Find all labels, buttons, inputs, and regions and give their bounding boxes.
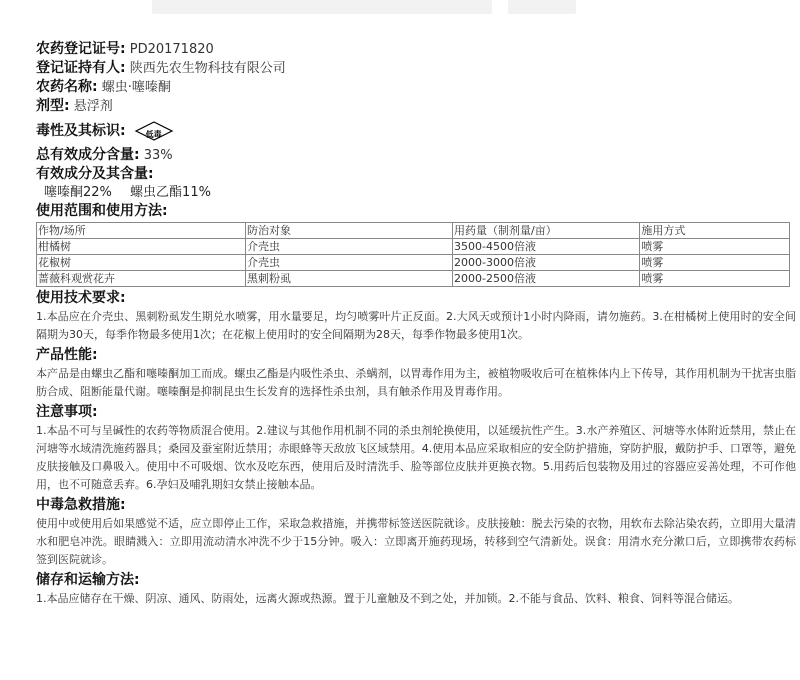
storage-text: 1.本品应储存在干燥、阴凉、通风、防雨处，远离火源或热源。置于儿童触及不到之处，并加锁。2.不能与食品、饮料、粮食、饲料等混合储运。 — [36, 592, 739, 605]
ingredients-list — [36, 184, 800, 202]
first-aid-heading: 中毒急救措施: — [36, 497, 126, 513]
header-cell-target: 防治对象 — [246, 223, 453, 239]
storage-heading: 储存和运输方法: — [36, 572, 140, 588]
table-cell: 3500-4500倍液 — [452, 239, 639, 255]
header-cell-crop: 作物/场所 — [37, 223, 246, 239]
table-cell: 柑橘树 — [37, 239, 246, 255]
total-content-row — [36, 146, 800, 165]
product-performance-heading: 产品性能: — [36, 347, 98, 363]
table-header-row — [37, 223, 790, 239]
ingredient-item: 螺虫乙酯11% — [130, 185, 211, 200]
holder-label: 登记证持有人: — [36, 60, 126, 76]
table-cell: 蔷薇科观赏花卉 — [37, 271, 246, 287]
table-cell: 喷雾 — [640, 255, 790, 271]
pesticide-name-row — [36, 78, 800, 97]
low-toxicity-diamond-icon — [134, 121, 174, 141]
toxicity-label: 毒性及其标识: — [36, 122, 126, 139]
table-cell: 喷雾 — [640, 239, 790, 255]
top-toolbar — [0, 0, 800, 28]
ingredient-item: 噻嗪酮22% — [44, 185, 112, 200]
table-cell: 2000-2500倍液 — [452, 271, 639, 287]
search-input[interactable] — [152, 0, 492, 14]
technical-requirements-text: 1.本品应在介壳虫、黑刺粉虱发生期兑水喷雾，用水量要足，均匀喷雾叶片正反面。2.大风天或预计1小时内降雨，请勿施药。3.在柑橘树上使用时的安全间隔期为30天，每季作物最多使用1次；在花椒上使用时的安全间隔期为28天，每季作物最多使用1次。 — [36, 310, 796, 341]
header-cell-dosage: 用药量（制剂量/亩） — [452, 223, 639, 239]
table-cell: 喷雾 — [640, 271, 790, 287]
holder-row — [36, 59, 800, 78]
ingredients-heading-row — [36, 165, 800, 184]
search-button[interactable] — [508, 0, 576, 14]
usage-heading-row — [36, 202, 800, 221]
table-cell: 花椒树 — [37, 255, 246, 271]
precautions-heading: 注意事项: — [36, 404, 98, 420]
ingredients-label: 有效成分及其含量: — [36, 166, 154, 182]
table-cell: 黑刺粉虱 — [246, 271, 453, 287]
pesticide-label-document — [36, 40, 800, 608]
usage-label: 使用范围和使用方法: — [36, 203, 168, 219]
table-row — [37, 255, 790, 271]
pesticide-name-value: 螺虫·噻嗪酮 — [101, 80, 171, 95]
formulation-label: 剂型: — [36, 98, 70, 114]
toxicity-row — [36, 116, 800, 146]
formulation-value: 悬浮剂 — [73, 99, 113, 114]
precautions-text: 1.本品不可与呈碱性的农药等物质混合使用。2.建议与其他作用机制不同的杀虫剂轮换使用，以延缓抗性产生。3.水产养殖区、河塘等水体附近禁用，禁止在河塘等水域清洗施药器具；桑园及蚕室附近禁用；赤眼蜂等天敌放飞区域禁用。4.使用本品应采取相应的安全防护措施，穿防护服，戴防护手、口罩等，避免皮肤接触及口鼻吸入。使用中不可吸烟、饮水及吃东西，使用后及时清洗手、脸等部位皮肤并更换衣物。5.用药后包装物及用过的容器应妥善处理，不可作他用，也不可随意丢弃。6.孕妇及哺乳期妇女禁止接触本品。 — [36, 424, 796, 491]
table-row — [37, 239, 790, 255]
pesticide-name-label: 农药名称: — [36, 79, 98, 95]
first-aid-text: 使用中或使用后如果感觉不适，应立即停止工作，采取急救措施，并携带标签送医院就诊。皮肤接触：脱去污染的衣物，用软布去除沾染农药，立即用大量清水和肥皂冲洗。眼睛溅入：立即用流动清水冲洗不少于15分钟。吸入：立即离开施药现场，转移到空气清新处。误食：用清水充分漱口后，立即携带农药标签到医院就诊。 — [36, 517, 796, 566]
registration-number-label: 农药登记证号: — [36, 41, 126, 57]
table-cell: 介壳虫 — [246, 239, 453, 255]
technical-requirements-heading: 使用技术要求: — [36, 290, 126, 306]
toxicity-badge-text: 低毒 — [145, 129, 162, 139]
total-content-label: 总有效成分含量: — [36, 147, 140, 163]
usage-table — [36, 222, 790, 287]
header-cell-method: 施用方式 — [640, 223, 790, 239]
total-content-value: 33% — [143, 148, 173, 163]
table-cell: 介壳虫 — [246, 255, 453, 271]
formulation-row — [36, 97, 800, 116]
registration-number-row — [36, 40, 800, 59]
table-row — [37, 271, 790, 287]
product-performance-text: 本产品是由螺虫乙酯和噻嗪酮加工而成。螺虫乙酯是内吸性杀虫、杀螨剂，以胃毒作用为主，被植物吸收后可在植株体内上下传导，其作用机制为干扰害虫脂肪合成、阻断能量代谢。噻嗪酮是抑制昆虫生长发育的选择性杀虫剂，具有触杀作用及胃毒作用。 — [36, 367, 796, 398]
holder-value: 陕西先农生物科技有限公司 — [129, 61, 286, 76]
registration-number-value: PD20171820 — [129, 42, 214, 57]
table-cell: 2000-3000倍液 — [452, 255, 639, 271]
